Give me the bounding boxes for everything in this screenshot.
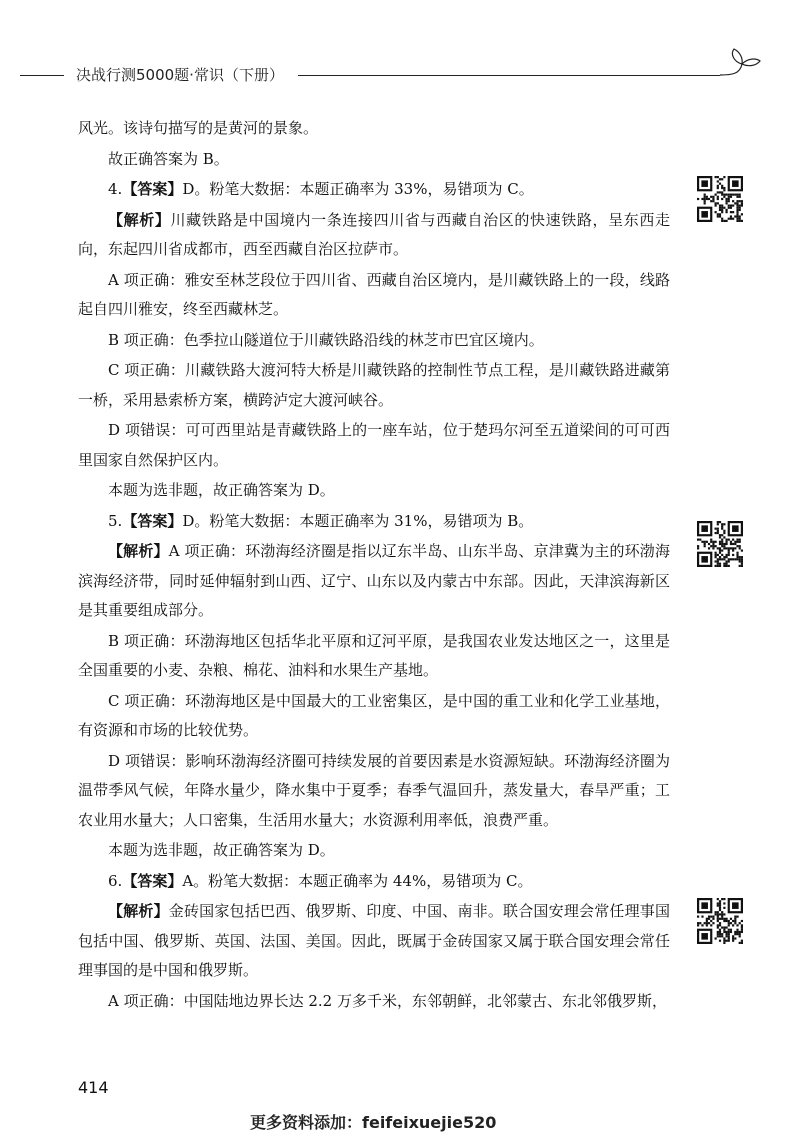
answer-tag: 【答案】 [122,180,183,198]
option-paragraph: C 项正确：川藏铁路大渡河特大桥是川藏铁路的控制性节点工程，是川藏铁路进藏第一桥，采用悬索桥方案，横跨泸定大渡河峡谷。 [78,361,670,409]
header-rule-right [298,75,720,76]
paragraph: 风光。该诗句描写的是黄河的景象。 [78,119,319,137]
answer-tag: 【答案】 [122,511,183,530]
paragraph: 故正确答案为 B。 [108,149,229,168]
page-number: 414 [78,1078,109,1097]
analysis-tag: 【解析】 [108,902,169,920]
analysis-paragraph: 【解析】川藏铁路是中国境内一条连接四川省与西藏自治区的快速铁路，呈东西走向，东起四川省成都市，西至西藏自治区拉萨市。 [78,210,670,258]
qr-code-icon[interactable] [697,898,743,944]
analysis-tag: 【解析】 [108,210,171,229]
qr-code-icon[interactable] [697,521,743,567]
option-paragraph: A 项正确：中国陆地边界长达 2.2 万多千米，东邻朝鲜，北邻蒙古、东北邻俄罗斯， [108,991,667,1010]
answer-line-q4: 4.【答案】D。粉笔大数据：本题正确率为 33%，易错项为 C。 [108,180,534,198]
running-header [20,62,760,92]
sprout-leaf-icon [718,46,768,86]
analysis-paragraph: 【解析】A 项正确：环渤海经济圈是指以辽东半岛、山东半岛、京津冀为主的环渤海滨海经济带，同时延伸辐射到山西、辽宁、山东以及内蒙古中东部。因此，天津滨海新区是其重要组成部分。 [78,542,670,619]
option-paragraph: D 项错误：影响环渤海经济圈可持续发展的首要因素是水资源短缺。环渤海经济圈为温带季风气候，年降水量少，降水集中于夏季；春季气温回升，蒸发量大，春旱严重；工农业用水量大；人口密集，生活用水量大；水资源利用率低，浪费严重。 [78,751,670,829]
answer-line-q6: 6.【答案】A。粉笔大数据：本题正确率为 44%，易错项为 C。 [108,871,533,890]
option-paragraph: C 项正确：环渤海地区是中国最大的工业密集区，是中国的重工业和化学工业基地，有资源和市场的比较优势。 [78,691,670,739]
answer-explanation-body [78,114,670,1017]
conclusion-paragraph: 本题为选非题，故正确答案为 D。 [108,841,335,859]
option-paragraph: A 项正确：雅安至林芝段位于四川省、西藏自治区境内，是川藏铁路上的一段，线路起自四川雅安，终至西藏林芝。 [78,270,670,318]
analysis-tag: 【解析】 [108,542,169,560]
header-rule-left [20,75,64,76]
footer-note: 更多资料添加：feifeixuejie520 [250,1113,497,1132]
conclusion-paragraph: 本题为选非题，故正确答案为 D。 [108,481,335,499]
analysis-paragraph: 【解析】金砖国家包括巴西、俄罗斯、印度、中国、南非。联合国安理会常任理事国包括中国、俄罗斯、英国、法国、美国。因此，既属于金砖国家又属于联合国安理会常任理事国的是中国和俄罗斯。 [78,902,670,979]
option-paragraph: B 项正确：色季拉山隧道位于川藏铁路沿线的林芝市巴宜区境内。 [108,330,544,349]
header-title: 决战行测5000题·常识（下册） [76,66,284,84]
option-paragraph: B 项正确：环渤海地区包括华北平原和辽河平原，是我国农业发达地区之一，这里是全国重要的小麦、杂粮、棉花、油料和水果生产基地。 [78,631,670,679]
answer-line-q5: 5.【答案】D。粉笔大数据：本题正确率为 31%，易错项为 B。 [108,511,534,530]
qr-code-icon[interactable] [697,176,743,222]
option-paragraph: D 项错误：可可西里站是青藏铁路上的一座车站，位于楚玛尔河至五道梁间的可可西里国家自然保护区内。 [78,421,670,469]
answer-tag: 【答案】 [122,871,183,890]
